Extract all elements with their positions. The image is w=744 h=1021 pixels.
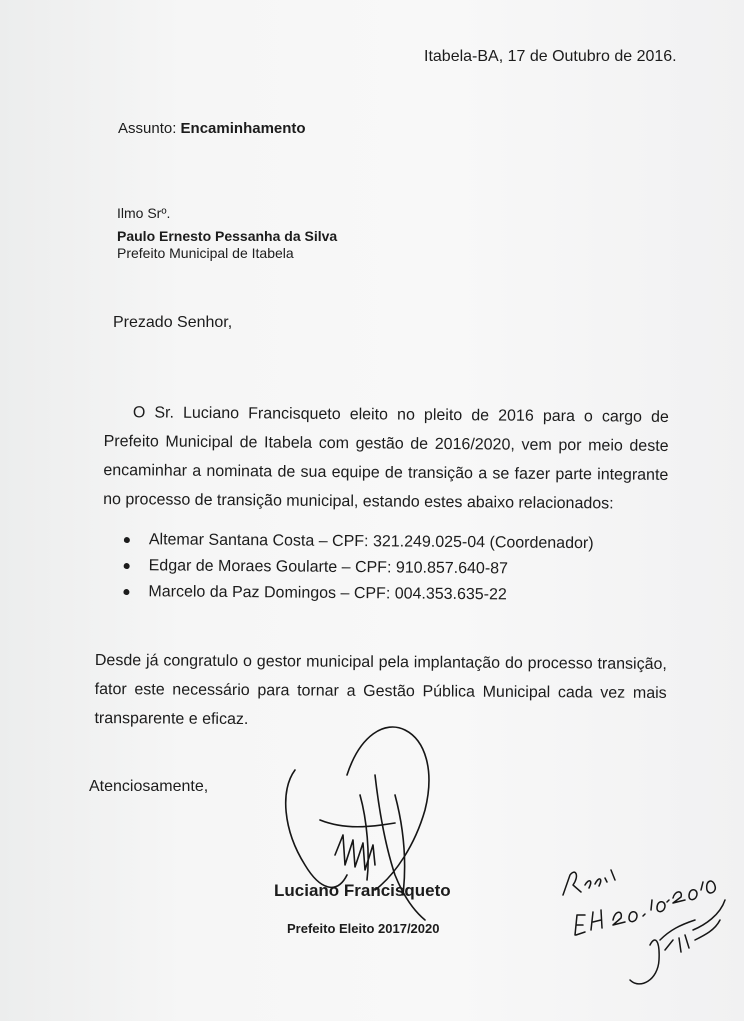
closing: Atenciosamente,	[89, 778, 209, 795]
handwriting-stroke	[667, 881, 715, 903]
recipient-name: Paulo Ernesto Pessanha da Silva	[117, 228, 338, 244]
list-item: Altemar Santana Costa – CPF: 321.249.025-04 (Coordenador)	[120, 527, 594, 557]
signatory-role: Prefeito Eleito 2017/2020	[287, 921, 440, 936]
transition-team-list	[119, 527, 593, 609]
signature-stroke	[347, 727, 429, 890]
subject-value: Encaminhamento	[180, 120, 306, 137]
signature-stroke	[320, 820, 395, 827]
signature-stroke	[286, 770, 347, 887]
recipient-title: Ilmo Srº.	[117, 205, 171, 221]
handwritten-signature	[275, 715, 465, 925]
list-item: Marcelo da Paz Domingos – CPF: 004.353.635-22	[119, 579, 593, 609]
recipient-role: Prefeito Municipal de Itabela	[117, 245, 294, 261]
signatory-name: Luciano Francisqueto	[274, 881, 451, 900]
signature-stroke	[375, 775, 425, 920]
body-paragraph-2: Desde já congratulo o gestor municipal pela implantação do processo transição, fator este necessário para tornar a Gestão Pública Municipal cada vez mais transparente e eficaz.	[94, 651, 667, 729]
handwriting-stroke	[613, 900, 665, 925]
subject-line	[118, 120, 306, 137]
body-paragraph-1-text: O Sr. Luciano Francisqueto eleito no pleito de 2016 para o cargo de Prefeito Municipal de Itabela com gestão de 2016/2020, vem por meio deste encaminhar a nominata de sua equipe de transição a se fazer parte integrante no processo de transição municipal, estando estes abaixo relacionados:	[103, 404, 669, 513]
place-date: Itabela-BA, 17 de Outubro de 2016.	[424, 48, 677, 65]
body-paragraph-1	[103, 398, 669, 519]
list-item: Edgar de Moraes Goularte – CPF: 910.857.640-87	[120, 553, 594, 583]
handwriting-stroke	[575, 910, 602, 935]
handwriting-stroke	[630, 900, 725, 984]
subject-label: Assunto:	[118, 120, 177, 137]
receipt-note-handwriting	[555, 840, 730, 1000]
signature-stroke	[335, 835, 375, 870]
greeting: Prezado Senhor,	[113, 314, 233, 331]
handwriting-stroke	[563, 870, 615, 895]
